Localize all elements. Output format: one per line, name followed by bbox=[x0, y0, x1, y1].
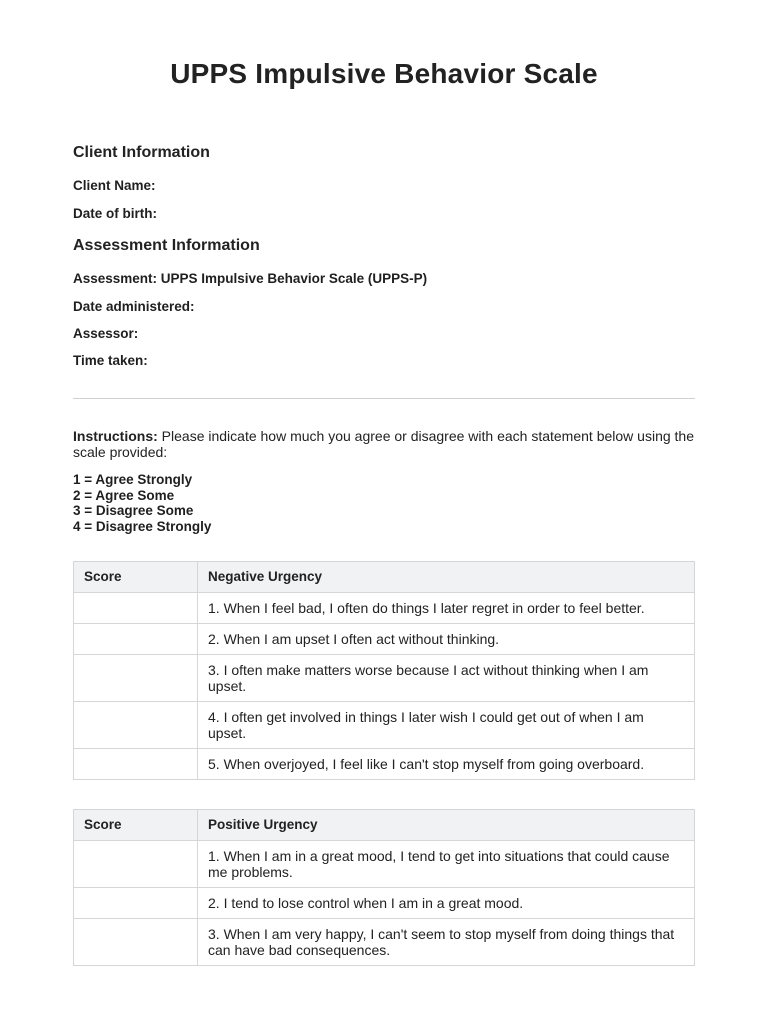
rating-scale bbox=[73, 472, 211, 534]
item-cell: 2. I tend to lose control when I am in a great mood. bbox=[198, 888, 695, 919]
table-header-row bbox=[74, 562, 695, 593]
instructions-text: Please indicate how much you agree or disagree with each statement below using the scale provided: bbox=[73, 428, 694, 460]
score-cell[interactable] bbox=[74, 655, 198, 702]
table-row bbox=[74, 841, 695, 888]
instructions-paragraph bbox=[73, 429, 695, 460]
scale-option: 2 = Agree Some bbox=[73, 487, 175, 503]
positive-urgency-table bbox=[73, 809, 695, 966]
score-cell[interactable] bbox=[74, 888, 198, 919]
item-cell: 3. I often make matters worse because I act without thinking when I am upset. bbox=[198, 655, 695, 702]
client-name-label: Client Name: bbox=[73, 178, 156, 193]
score-cell[interactable] bbox=[74, 749, 198, 780]
table-row bbox=[74, 749, 695, 780]
item-cell: 4. I often get involved in things I later wish I could get out of when I am upset. bbox=[198, 702, 695, 749]
table-row bbox=[74, 702, 695, 749]
assessment-name-label: Assessment: UPPS Impulsive Behavior Scale (UPPS-P) bbox=[73, 271, 428, 286]
section-divider bbox=[73, 398, 695, 399]
table-row bbox=[74, 919, 695, 966]
assessor-label: Assessor: bbox=[73, 326, 139, 341]
time-taken-label: Time taken: bbox=[73, 353, 148, 368]
scale-option: 4 = Disagree Strongly bbox=[73, 518, 212, 534]
table-header-row bbox=[74, 810, 695, 841]
item-cell: 1. When I feel bad, I often do things I later regret in order to feel better. bbox=[198, 593, 695, 624]
date-administered-label: Date administered: bbox=[73, 299, 195, 314]
score-column-header: Score bbox=[74, 562, 198, 593]
score-cell[interactable] bbox=[74, 702, 198, 749]
client-info-heading: Client Information bbox=[73, 144, 210, 161]
score-column-header: Score bbox=[74, 810, 198, 841]
score-cell[interactable] bbox=[74, 919, 198, 966]
category-header: Negative Urgency bbox=[198, 562, 695, 593]
table-row bbox=[74, 888, 695, 919]
negative-urgency-table bbox=[73, 561, 695, 780]
score-cell[interactable] bbox=[74, 624, 198, 655]
item-cell: 1. When I am in a great mood, I tend to get into situations that could cause me problems. bbox=[198, 841, 695, 888]
scale-option: 1 = Agree Strongly bbox=[73, 472, 193, 487]
date-of-birth-label: Date of birth: bbox=[73, 206, 157, 221]
item-cell: 3. When I am very happy, I can't seem to stop myself from doing things that can have bad consequences. bbox=[198, 919, 695, 966]
score-cell[interactable] bbox=[74, 841, 198, 888]
item-cell: 5. When overjoyed, I feel like I can't stop myself from going overboard. bbox=[198, 749, 695, 780]
score-cell[interactable] bbox=[74, 593, 198, 624]
page-title: UPPS Impulsive Behavior Scale bbox=[170, 58, 598, 89]
assessment-info-heading: Assessment Information bbox=[73, 237, 260, 254]
table-row bbox=[74, 593, 695, 624]
table-row bbox=[74, 624, 695, 655]
category-header: Positive Urgency bbox=[198, 810, 695, 841]
item-cell: 2. When I am upset I often act without thinking. bbox=[198, 624, 695, 655]
table-row bbox=[74, 655, 695, 702]
scale-option: 3 = Disagree Some bbox=[73, 503, 194, 518]
instructions-label: Instructions: bbox=[73, 428, 158, 444]
